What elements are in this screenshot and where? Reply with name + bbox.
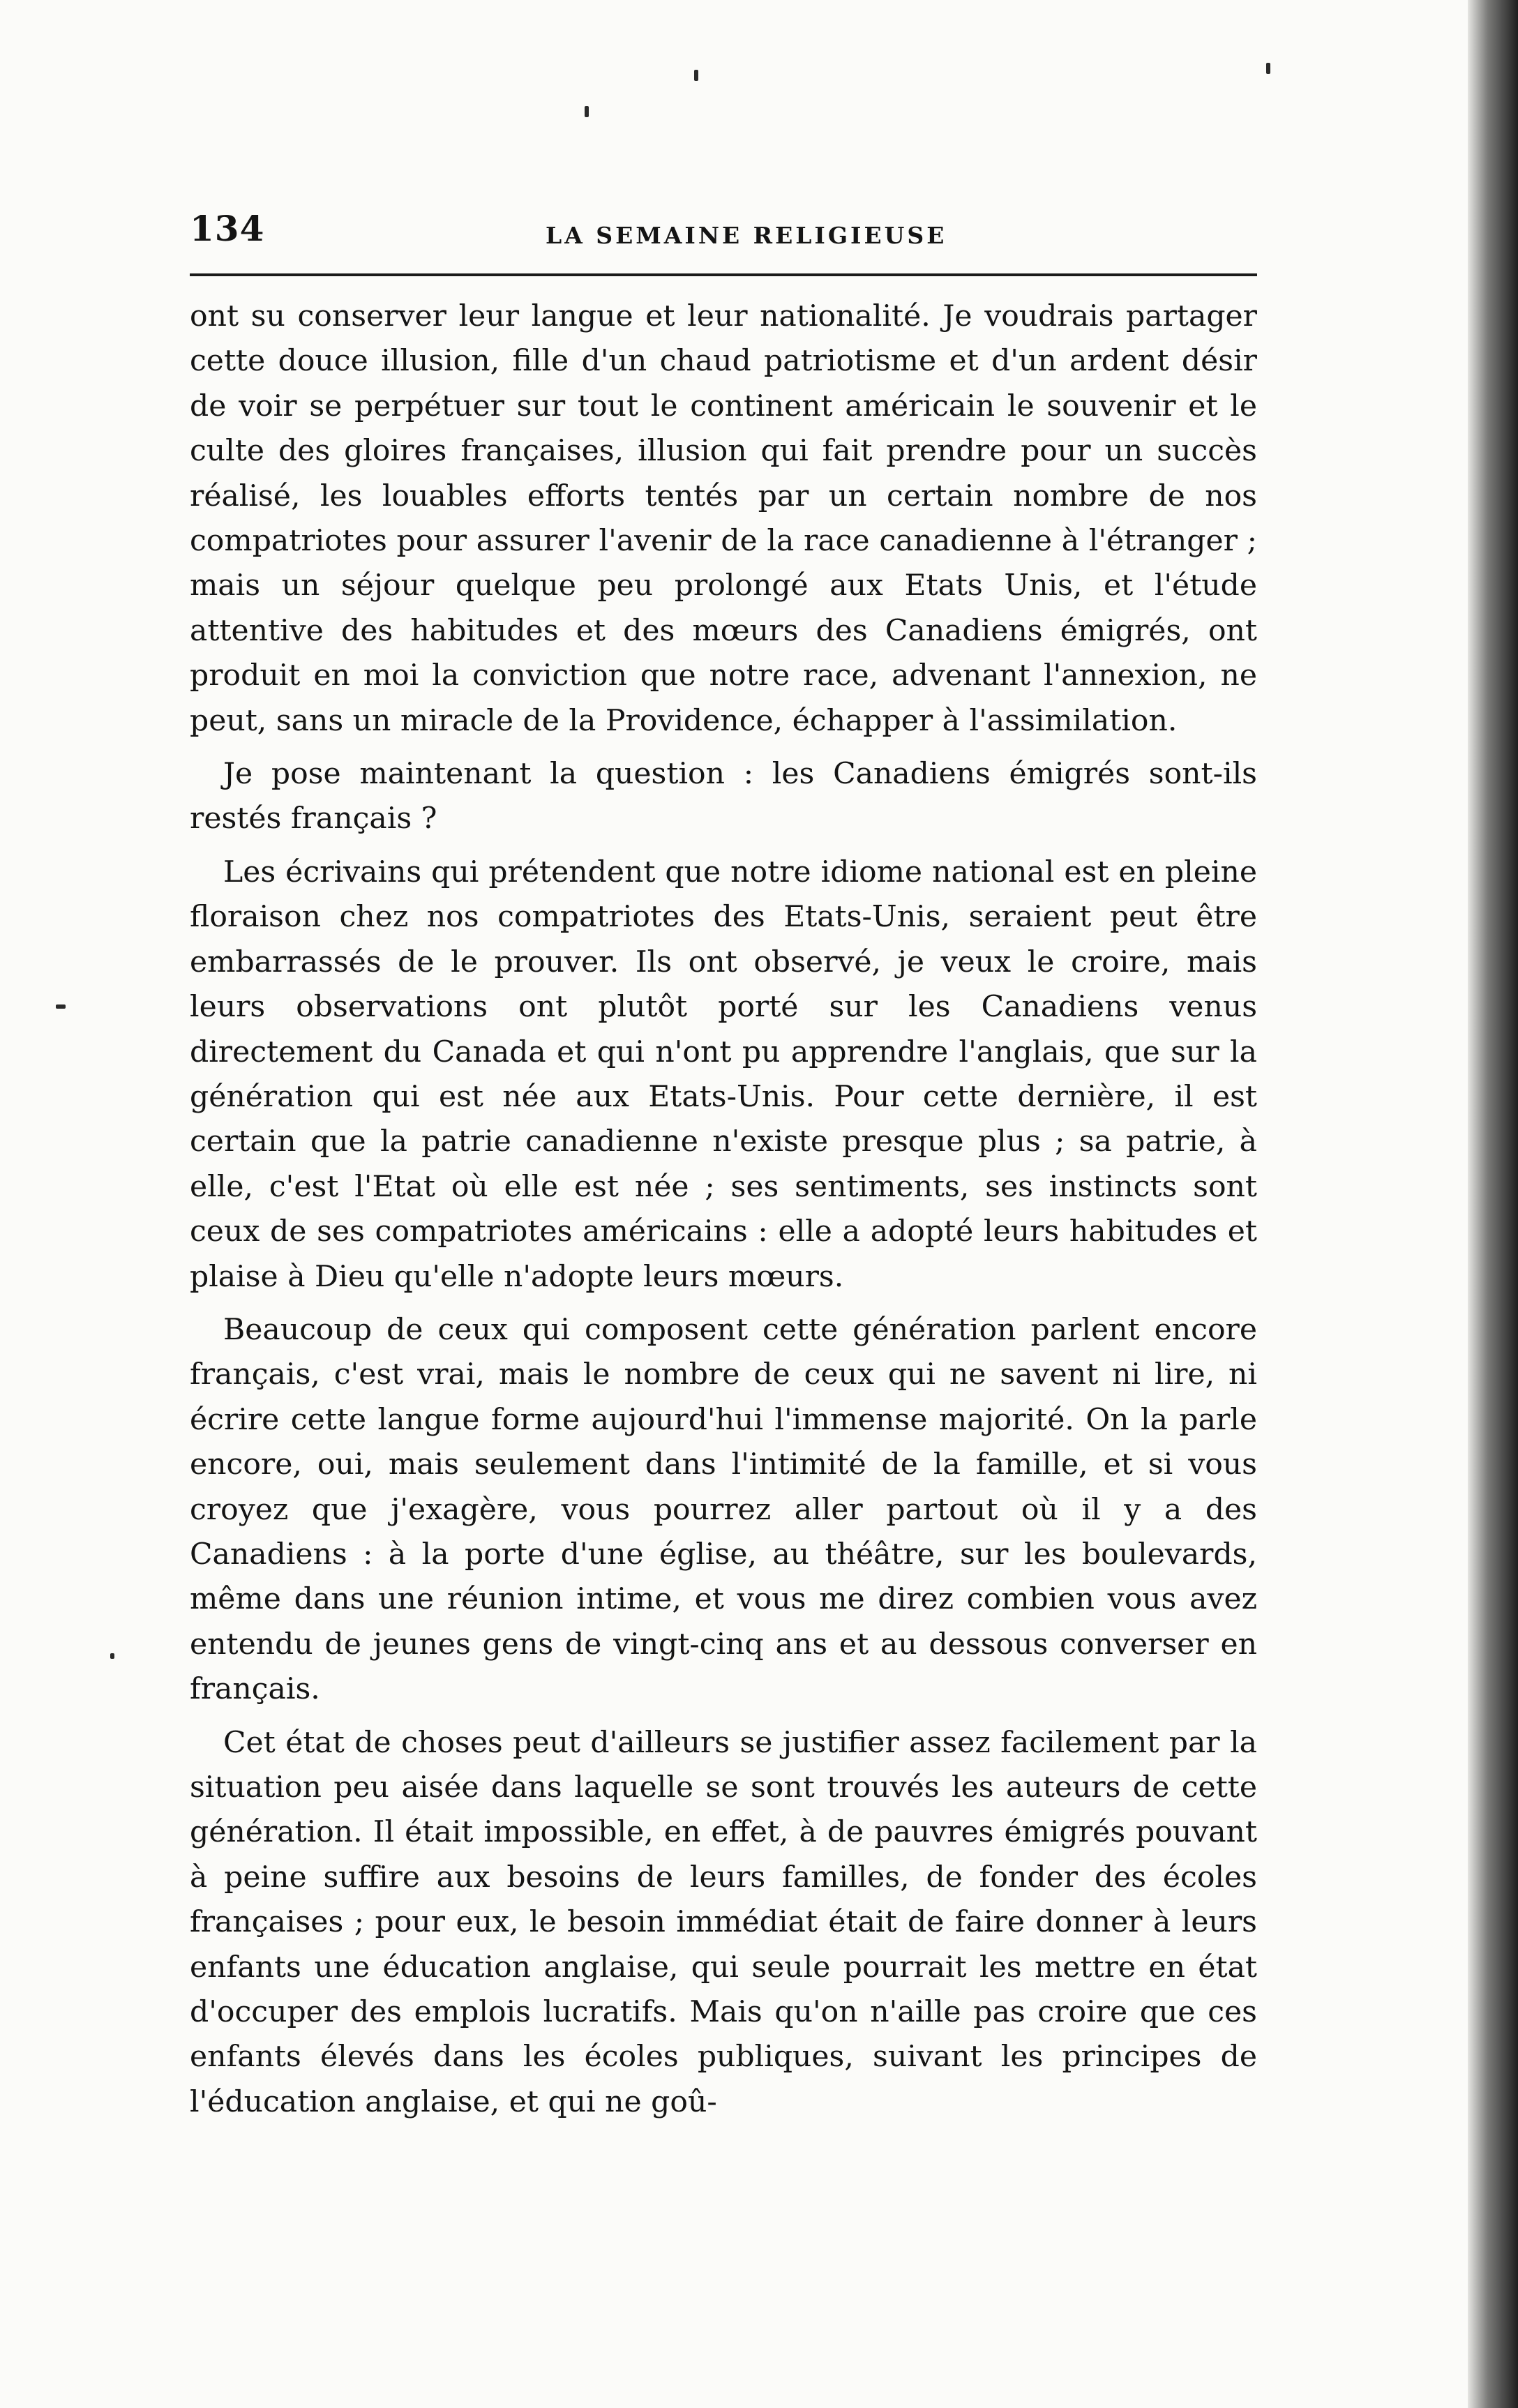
- paragraph: Je pose maintenant la question : les Canadiens émigrés sont-ils restés français ?: [190, 757, 1257, 836]
- scan-speck: [694, 70, 698, 81]
- scan-speck: [110, 1653, 114, 1659]
- paragraph: Les écrivains qui prétendent que notre idiome national est en pleine floraison chez nos compatriotes des Etats-Unis, seraient peut être embarrassés de le prouver. Ils ont observé, je veux le croire, mais leurs observations ont plutôt porté sur les Canadiens venus directement du Canada et qui n'ont pu apprendre l'anglais, que sur la génération qui est née aux Etats-Unis. Pour cette dernière, il est certain que la patrie canadienne n'existe presque plus ; sa patrie, à elle, c'est l'Etat où elle est née ; ses sentiments, ses instincts sont ceux de ses compatriotes américains : elle a adopté leurs habitudes et plaise à Dieu qu'elle n'adopte leurs mœurs.: [190, 855, 1257, 1294]
- body-text: [190, 294, 1257, 2133]
- scan-speck: [56, 1004, 66, 1009]
- page-number: 134: [190, 208, 265, 249]
- header-rule: [190, 273, 1257, 276]
- paragraph: ont su conserver leur langue et leur nationalité. Je voudrais partager cette douce illusion, fille d'un chaud patriotisme et d'un ardent désir de voir se perpétuer sur tout le continent américain le souvenir et le culte des gloires françaises, illusion qui fait prendre pour un succès réalisé, les louables efforts tentés par un certain nombre de nos compatriotes pour assurer l'avenir de la race canadienne à l'étranger ; mais un séjour quelque peu prolongé aux Etats Unis, et l'étude attentive des habitudes et des mœurs des Canadiens émigrés, ont produit en moi la conviction que notre race, advenant l'annexion, ne peut, sans un miracle de la Providence, échapper à l'assimilation.: [190, 299, 1257, 738]
- running-title: LA SEMAINE RELIGIEUSE: [546, 222, 947, 249]
- scan-edge-shadow: [1468, 0, 1518, 2408]
- scan-speck: [585, 106, 589, 117]
- scan-speck: [1266, 63, 1270, 74]
- page-header: [190, 208, 1257, 264]
- paragraph: Beaucoup de ceux qui composent cette génération parlent encore français, c'est vrai, mais le nombre de ceux qui ne savent ni lire, ni écrire cette langue forme aujourd'hui l'immense majorité. On la parle encore, oui, mais seulement dans l'intimité de la famille, et si vous croyez que j'exagère, vous pourrez aller partout où il y a des Canadiens : à la porte d'une église, au théâtre, sur les boulevards, même dans une réunion intime, et vous me direz combien vous avez entendu de jeunes gens de vingt-cinq ans et au dessous converser en français.: [190, 1312, 1257, 1707]
- paragraph: Cet état de choses peut d'ailleurs se justifier assez facilement par la situation peu aisée dans laquelle se sont trouvés les auteurs de cette génération. Il était impossible, en effet, à de pauvres émigrés pouvant à peine suffire aux besoins de leurs familles, de fonder des écoles françaises ; pour eux, le besoin immédiat était de faire donner à leurs enfants une éducation anglaise, qui seule pourrait les mettre en état d'occuper des emplois lucratifs. Mais qu'on n'aille pas croire que ces enfants élevés dans les écoles publiques, suivant les principes de l'éducation anglaise, et qui ne goû-: [190, 1725, 1257, 2119]
